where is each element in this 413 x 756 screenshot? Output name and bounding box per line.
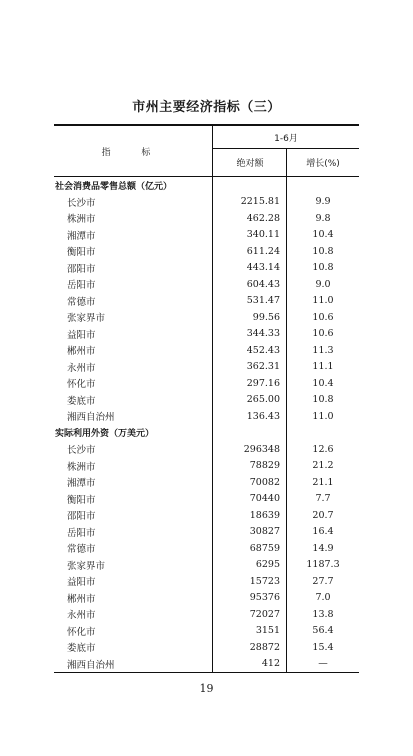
table-body bbox=[54, 177, 359, 672]
absolute-value: 296348 bbox=[212, 441, 286, 458]
table-row bbox=[54, 540, 359, 557]
absolute-value: 452.43 bbox=[212, 342, 286, 359]
section-header-row bbox=[54, 425, 359, 442]
growth-value: 7.0 bbox=[286, 590, 359, 607]
section-title: 实际利用外资（万美元） bbox=[55, 429, 155, 440]
table-row bbox=[54, 342, 359, 359]
table-row bbox=[54, 524, 359, 541]
section-title: 社会消费品零售总额（亿元） bbox=[55, 181, 173, 192]
city-name: 湘西自治州 bbox=[67, 659, 115, 671]
city-name: 岳阳市 bbox=[67, 527, 96, 539]
city-name: 常德市 bbox=[67, 296, 96, 308]
city-name: 张家界市 bbox=[67, 313, 106, 325]
table-row bbox=[54, 639, 359, 656]
city-name: 娄底市 bbox=[67, 643, 96, 655]
city-name: 郴州市 bbox=[67, 593, 96, 605]
city-name: 湘西自治州 bbox=[67, 412, 115, 424]
growth-value: 12.6 bbox=[286, 441, 359, 458]
absolute-value: 297.16 bbox=[212, 375, 286, 392]
growth-value: 9.0 bbox=[286, 276, 359, 293]
table-row bbox=[54, 557, 359, 574]
absolute-value: 340.11 bbox=[212, 227, 286, 244]
city-name: 郴州市 bbox=[67, 346, 96, 358]
table-row bbox=[54, 474, 359, 491]
table-row bbox=[54, 507, 359, 524]
growth-value: 10.8 bbox=[286, 260, 359, 277]
table-row bbox=[54, 210, 359, 227]
city-name: 衡阳市 bbox=[67, 494, 96, 506]
absolute-value: 136.43 bbox=[212, 408, 286, 425]
city-name: 张家界市 bbox=[67, 560, 106, 572]
growth-value: 11.3 bbox=[286, 342, 359, 359]
absolute-value: 68759 bbox=[212, 540, 286, 557]
growth-value: 10.6 bbox=[286, 309, 359, 326]
growth-value: 10.4 bbox=[286, 375, 359, 392]
growth-value: 11.0 bbox=[286, 293, 359, 310]
city-name: 益阳市 bbox=[67, 577, 96, 589]
table-row bbox=[54, 243, 359, 260]
page-number: 19 bbox=[199, 682, 214, 695]
table-row bbox=[54, 293, 359, 310]
growth-value: 15.4 bbox=[286, 639, 359, 656]
table-row bbox=[54, 194, 359, 211]
city-name: 常德市 bbox=[67, 544, 96, 556]
absolute-value: 99.56 bbox=[212, 309, 286, 326]
growth-value: — bbox=[286, 656, 359, 673]
empty-cell bbox=[212, 177, 286, 194]
table-row bbox=[54, 326, 359, 343]
absolute-value: 443.14 bbox=[212, 260, 286, 277]
section-header-row bbox=[54, 177, 359, 194]
absolute-value: 462.28 bbox=[212, 210, 286, 227]
table-row bbox=[54, 392, 359, 409]
absolute-value: 531.47 bbox=[212, 293, 286, 310]
growth-value: 13.8 bbox=[286, 606, 359, 623]
table-row bbox=[54, 375, 359, 392]
growth-value: 21.2 bbox=[286, 458, 359, 475]
growth-value: 10.4 bbox=[286, 227, 359, 244]
growth-value: 10.8 bbox=[286, 243, 359, 260]
city-name: 怀化市 bbox=[67, 626, 96, 638]
table-header bbox=[54, 126, 359, 177]
absolute-value: 15723 bbox=[212, 573, 286, 590]
table-row bbox=[54, 227, 359, 244]
growth-value: 56.4 bbox=[286, 623, 359, 640]
page-title: 市州主要经济指标（三） bbox=[132, 100, 281, 115]
city-name: 怀化市 bbox=[67, 379, 96, 391]
table-row bbox=[54, 656, 359, 673]
city-name: 娄底市 bbox=[67, 395, 96, 407]
table-row bbox=[54, 260, 359, 277]
indicator-column-header: 指 标 bbox=[101, 147, 165, 158]
city-name: 长沙市 bbox=[67, 445, 96, 457]
table-row bbox=[54, 276, 359, 293]
absolute-value: 412 bbox=[212, 656, 286, 673]
absolute-value: 265.00 bbox=[212, 392, 286, 409]
city-name: 邵阳市 bbox=[67, 263, 96, 275]
table-row bbox=[54, 491, 359, 508]
absolute-value: 3151 bbox=[212, 623, 286, 640]
growth-value: 16.4 bbox=[286, 524, 359, 541]
growth-value: 20.7 bbox=[286, 507, 359, 524]
city-name: 永州市 bbox=[67, 610, 96, 622]
absolute-value: 611.24 bbox=[212, 243, 286, 260]
absolute-value: 344.33 bbox=[212, 326, 286, 343]
absolute-value: 70082 bbox=[212, 474, 286, 491]
table-row bbox=[54, 441, 359, 458]
city-name: 邵阳市 bbox=[67, 511, 96, 523]
absolute-value: 30827 bbox=[212, 524, 286, 541]
growth-value: 11.0 bbox=[286, 408, 359, 425]
absolute-value: 18639 bbox=[212, 507, 286, 524]
table-row bbox=[54, 606, 359, 623]
table-row bbox=[54, 408, 359, 425]
absolute-value: 362.31 bbox=[212, 359, 286, 376]
table-row bbox=[54, 309, 359, 326]
growth-value: 21.1 bbox=[286, 474, 359, 491]
table-row bbox=[54, 458, 359, 475]
absolute-value: 6295 bbox=[212, 557, 286, 574]
absolute-column-header: 绝对额 bbox=[212, 149, 287, 176]
indicator-table bbox=[54, 124, 359, 673]
growth-value: 14.9 bbox=[286, 540, 359, 557]
absolute-value: 70440 bbox=[212, 491, 286, 508]
growth-value: 9.8 bbox=[286, 210, 359, 227]
absolute-value: 2215.81 bbox=[212, 194, 286, 211]
table-row bbox=[54, 623, 359, 640]
growth-value: 10.8 bbox=[286, 392, 359, 409]
city-name: 湘潭市 bbox=[67, 478, 96, 490]
city-name: 株洲市 bbox=[67, 214, 96, 226]
period-header: 1-6月 bbox=[212, 126, 359, 149]
table-row bbox=[54, 590, 359, 607]
city-name: 长沙市 bbox=[67, 197, 96, 209]
city-name: 株洲市 bbox=[67, 461, 96, 473]
growth-value: 9.9 bbox=[286, 194, 359, 211]
growth-value: 10.6 bbox=[286, 326, 359, 343]
city-name: 衡阳市 bbox=[67, 247, 96, 259]
absolute-value: 604.43 bbox=[212, 276, 286, 293]
growth-value: 7.7 bbox=[286, 491, 359, 508]
table-row bbox=[54, 573, 359, 590]
growth-value: 1187.3 bbox=[286, 557, 359, 574]
empty-cell bbox=[212, 425, 286, 442]
table-row bbox=[54, 359, 359, 376]
absolute-value: 78829 bbox=[212, 458, 286, 475]
growth-value: 27.7 bbox=[286, 573, 359, 590]
growth-value: 11.1 bbox=[286, 359, 359, 376]
city-name: 永州市 bbox=[67, 362, 96, 374]
empty-cell bbox=[286, 425, 359, 442]
empty-cell bbox=[286, 177, 359, 194]
city-name: 益阳市 bbox=[67, 329, 96, 341]
absolute-value: 72027 bbox=[212, 606, 286, 623]
absolute-value: 28872 bbox=[212, 639, 286, 656]
city-name: 湘潭市 bbox=[67, 230, 96, 242]
growth-column-header: 增长(%) bbox=[286, 149, 359, 176]
absolute-value: 95376 bbox=[212, 590, 286, 607]
city-name: 岳阳市 bbox=[67, 280, 96, 292]
